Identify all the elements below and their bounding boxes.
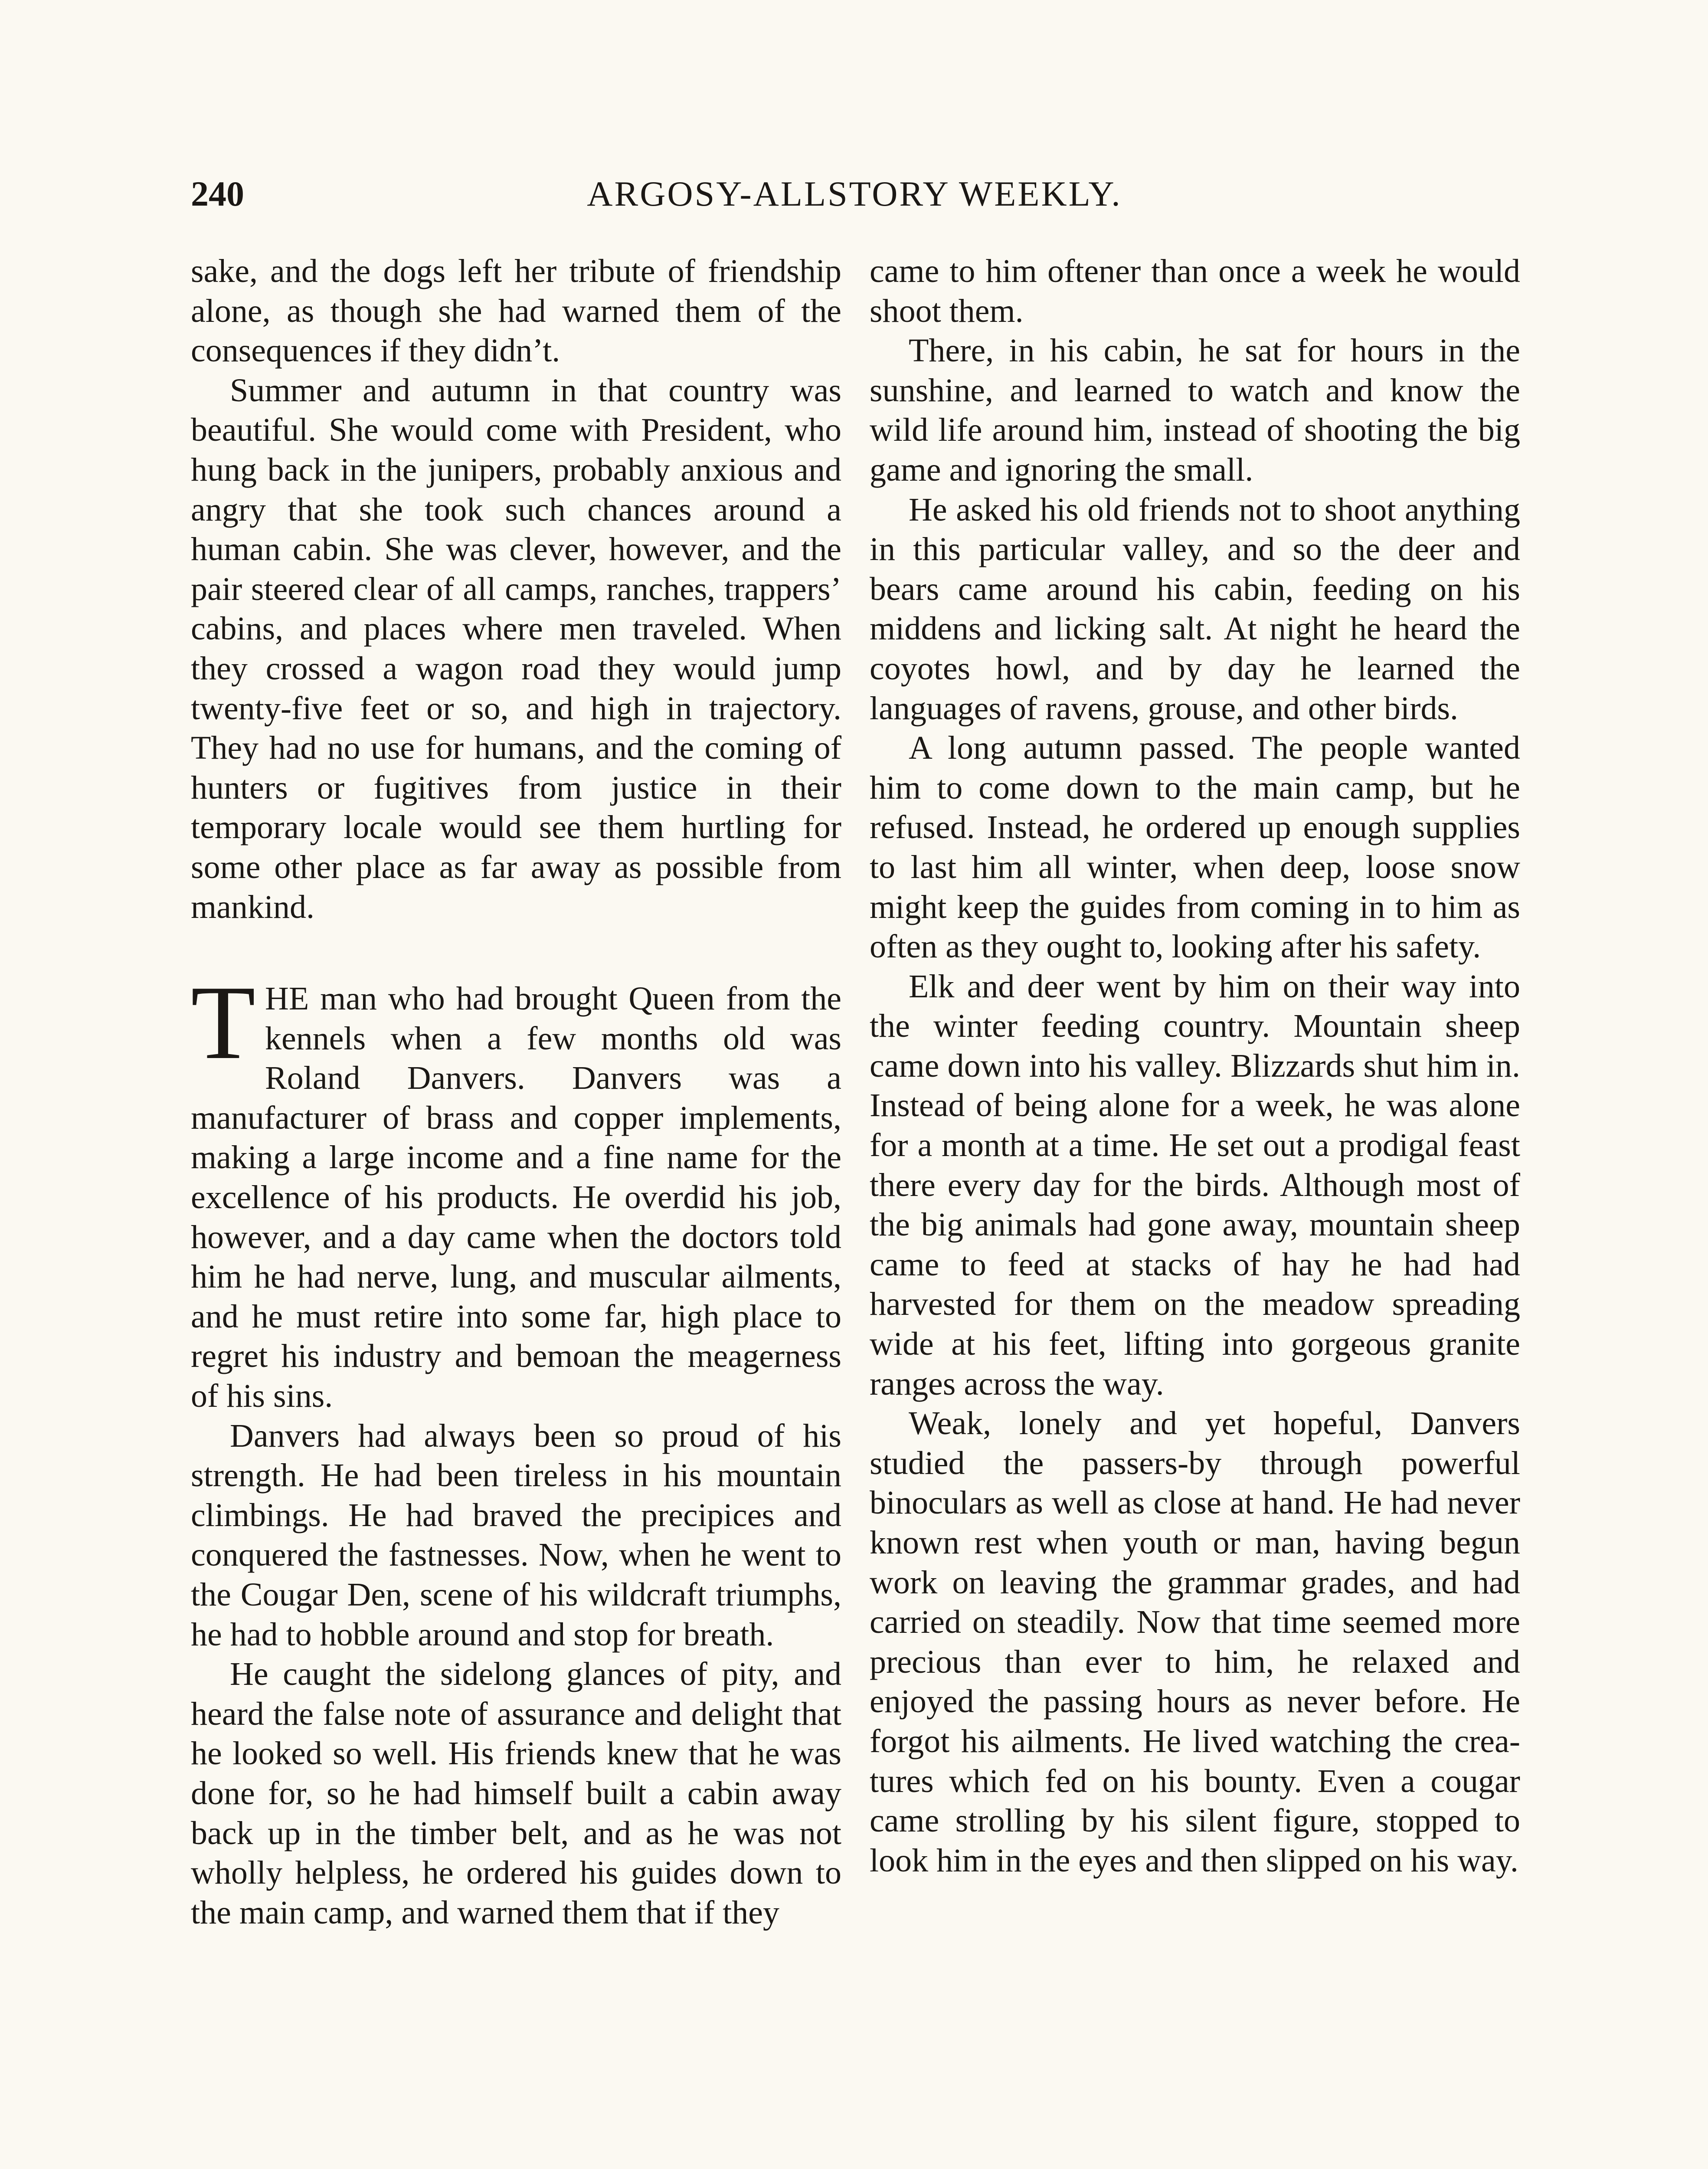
paragraph: He asked his old friends not to shoot anything in this particular valley, and so the deer and bears came around his cabin, feeding on his middens and licking salt. At night he heard the coyotes howl, and by day he learned the languages of ravens, grouse, and other birds. <box>870 491 1520 727</box>
running-head: ARGOSY-ALLSTORY WEEKLY. <box>587 174 1122 213</box>
section-opening-paragraph <box>191 964 841 1416</box>
left-column <box>191 252 841 1933</box>
page-number: 240 <box>191 174 244 213</box>
right-column <box>870 252 1520 1881</box>
paragraph: A long autumn passed. The people wanted him to come down to the main camp, but he refused. Instead, he ordered up enough supplies to last him all winter, when deep, loose snow might keep the guides from coming in to him as often as they ought to, looking after his safety. <box>870 730 1520 965</box>
drop-cap: T <box>191 964 256 1081</box>
paragraph: There, in his cabin, he sat for hours in the sunshine, and learned to watch and know the wild life around him, instead of shooting the big game and ignoring the small. <box>870 332 1520 488</box>
paragraph: Summer and autumn in that country was beautiful. She would come with President, who hung back in the junipers, probably anxious and angry that she took such chances around a human cabin. She was clever, however, and the pair steered clear of all camps, ranches, trappers’ cabins, and places where men traveled. When they crossed a wagon road they would jump twenty-five feet or so, and high in trajectory. They had no use for humans, and the coming of hunters or fugitives from justice in their temporary locale would see them hurtling for some other place as far away as possible from mankind. <box>191 372 841 925</box>
paragraph: Weak, lonely and yet hopeful, Danvers studied the passers-by through powerful binoculars as well as close at hand. He had never known rest when youth or man, having begun work on leaving the grammar grades, and had carried on steadily. Now that time seemed more precious than ever to him, he relaxed and enjoyed the passing hours as never before. He forgot his ailments. He lived watching the creatures which fed on his bounty. Even a cougar came strolling by his silent figure, stopped to look him in the eyes and then slipped on his way. <box>870 1405 1520 1879</box>
paragraph: Elk and deer went by him on their way into the winter feeding country. Mountain sheep came down into his valley. Blizzards shut him in. Instead of being alone for a week, he was alone for a month at a time. He set out a prodigal feast there every day for the birds. Although most of the big animals had gone away, mountain sheep came to feed at stacks of hay he had had harvested for them on the meadow spreading wide at his feet, lifting into gorgeous granite ranges across the way. <box>870 968 1520 1402</box>
paragraph: Danvers had always been so proud of his strength. He had been tireless in his mountain climbings. He had braved the precipices and conquered the fastnesses. Now, when he went to the Cougar Den, scene of his wildcraft triumphs, he had to hobble around and stop for breath. <box>191 1417 841 1653</box>
paragraph-text: HE man who had brought Queen from the kennels when a few months old was Roland Danvers. Danvers was a manufacturer of brass and copper implements, making a large income and a fine name for the excellence of his products. He overdid his job, however, and a day came when the doctors told him he had nerve, lung, and muscular ailments, and he must retire into some far, high place to regret his industry and bemoan the meagerness of his sins. <box>191 980 841 1415</box>
paragraph: came to him oftener than once a week he would shoot them. <box>870 253 1520 329</box>
paragraph: He caught the sidelong glances of pity, and heard the false note of assurance and delight that he looked so well. His friends knew that he was done for, so he had himself built a cabin away back up in the timber belt, and as he was not wholly helpless, he ordered his guides down to the main camp, and warned them that if they <box>191 1656 841 1931</box>
paragraph: sake, and the dogs left her tribute of friendship alone, as though she had warned them of the consequences if they didn’t. <box>191 253 841 369</box>
page-header <box>191 174 1518 221</box>
